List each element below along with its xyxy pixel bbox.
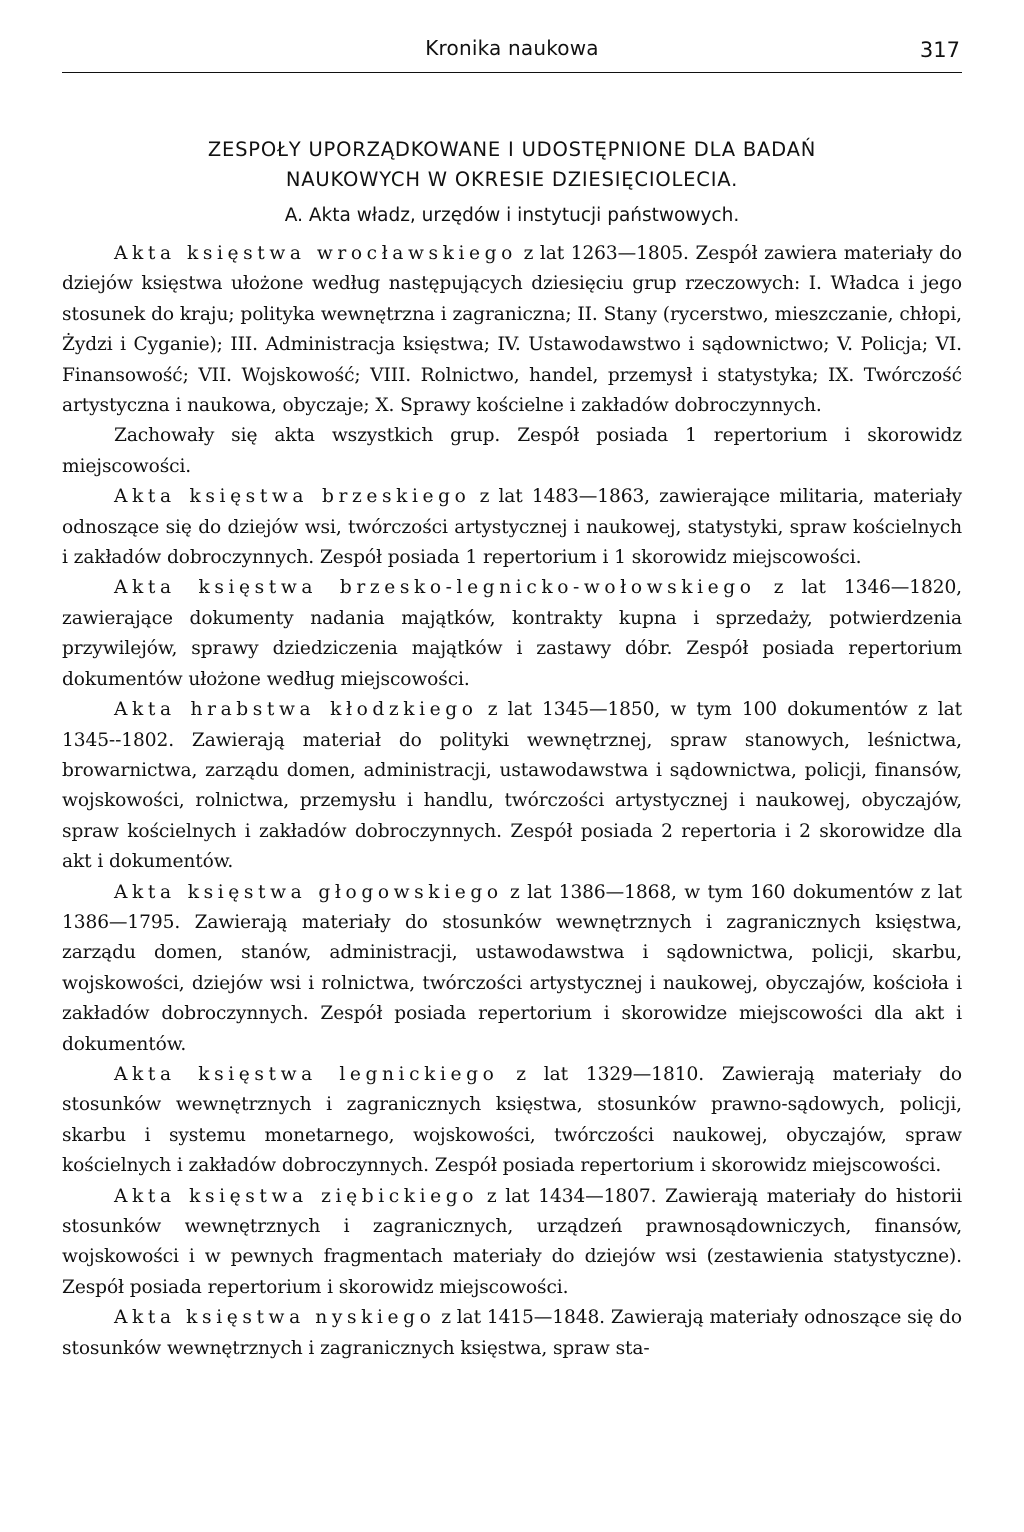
entry-paragraph <box>62 1303 962 1364</box>
entry-title: Akta księstwa ziębickiego <box>114 1185 479 1207</box>
section-heading <box>62 135 962 195</box>
entry-paragraph <box>62 421 962 482</box>
entry-body: z lat 1415—1848. Zawierają materiały odnoszące się do stosunków wewnętrznych i zagranicznych księstwa, spraw sta- <box>62 1307 962 1359</box>
entry-paragraph <box>62 878 962 1060</box>
page-number: 317 <box>919 38 960 62</box>
entry-body: z lat 1345—1850, w tym 100 dokumentów z lat 1345--1802. Zawierają materiał do polityki wewnętrznej, spraw stanowych, leśnictwa, browarnictwa, zarządu domen, administracji, ustawodawstwa i sądownictwa, policji, finansów, wojskowości, rolnictwa, przemysłu i handlu, twórczości artystycznej i naukowej, obyczajów, spraw kościelnych i zakładów dobroczynnych. Zespół posiada 2 repertoria i 2 skorowidze dla akt i dokumentów. <box>62 699 963 873</box>
entry-body: z lat 1386—1868, w tym 160 dokumentów z lat 1386—1795. Zawierają materiały do stosunków wewnętrznych i zagranicznych księstwa, zarządu domen, stanów, administracji, ustawodawstwa i sądownictwa, policji, skarbu, wojskowości, dziejów wsi i rolnictwa, twórczości artystycznej i naukowej, obyczajów, kościoła i zakładów dobroczynnych. Zespół posiada repertorium i skorowidze miejscowości dla akt i dokumentów. <box>62 881 962 1055</box>
entry-body: z lat 1329—1810. Zawierają materiały do stosunków wewnętrznych i zagranicznych księstwa, stosunków prawno-sądowych, policji, skarbu i systemu monetarnego, wojskowości, twórczości naukowej, obyczajów, spraw kościelnych i zakładów dobroczynnych. Zespół posiada repertorium i skorowidz miejscowości. <box>62 1063 962 1177</box>
entry-title: Akta księstwa brzeskiego <box>114 486 471 508</box>
entry-paragraph <box>62 482 962 573</box>
document-page <box>62 30 962 1510</box>
section-subheading: A. Akta władz, urzędów i instytucji państwowych. <box>284 205 740 226</box>
entry-paragraph <box>62 695 962 877</box>
entry-title: Akta hrabstwa kłodzkiego <box>114 699 478 721</box>
section-heading-line-2: NAUKOWYCH W OKRESIE DZIESIĘCIOLECIA. <box>285 168 739 191</box>
entry-body: z lat 1483—1863, zawierające militaria, materiały odnoszące się do dziejów wsi, twórczości artystycznej i naukowej, statystyki, spraw kościelnych i zakładów dobroczynnych. Zespół posiada 1 repertorium i 1 skorowidz miejscowości. <box>62 486 962 569</box>
entry-title: Akta księstwa brzesko-legnicko-wołowskiego <box>114 577 756 599</box>
running-head <box>62 30 962 73</box>
running-head-title: Kronika naukowa <box>425 36 599 60</box>
entry-title: Akta księstwa nyskiego <box>114 1307 436 1329</box>
entry-body: z lat 1263—1805. Zespół zawiera materiały do dziejów księstwa ułożone według następujących dziesięciu grup rzeczowych: I. Władca i jego stosunek do kraju; polityka wewnętrzna i zagraniczna; II. Stany (rycerstwo, mieszczanie, chłopi, Żydzi i Cyganie); III. Administracja księstwa; IV. Ustawodawstwo i sądownictwo; V. Policja; VI. Finansowość; VII. Wojskowość; VIII. Rolnictwo, handel, przemysł i statystyka; IX. Twórczość artystyczna i naukowa, obyczaje; X. Sprawy kościelne i zakładów dobroczynnych. <box>62 243 962 417</box>
entry-body: z lat 1346—1820, zawierające dokumenty nadania majątków, kontrakty kupna i sprzedaży, potwierdzenia przywilejów, sprawy dziedziczenia majątków i zastawy dóbr. Zespół posiada repertorium dokumentów ułożone według miejscowości. <box>62 577 962 690</box>
entry-title: Akta księstwa legnickiego <box>114 1063 499 1085</box>
entry-body: z lat 1434—1807. Zawierają materiały do historii stosunków wewnętrznych i zagranicznych, urządzeń prawnosądowniczych, finansów, wojskowości i w pewnych fragmentach materiały do dziejów wsi (zestawienia statystyczne). Zespół posiada repertorium i skorowidz miejscowości. <box>62 1185 962 1298</box>
entry-paragraph <box>62 1182 962 1304</box>
entry-paragraph <box>62 239 962 421</box>
entry-title: Akta księstwa wrocławskiego <box>114 243 517 264</box>
entry-body: Zachowały się akta wszystkich grup. Zespół posiada 1 repertorium i skorowidz miejscowości. <box>62 425 962 477</box>
section-heading-line-1: ZESPOŁY UPORZĄDKOWANE I UDOSTĘPNIONE DLA BADAŃ <box>207 138 817 161</box>
entry-paragraph <box>62 1060 962 1182</box>
entry-title: Akta księstwa głogowskiego <box>114 881 503 903</box>
entry-paragraph <box>62 573 962 695</box>
